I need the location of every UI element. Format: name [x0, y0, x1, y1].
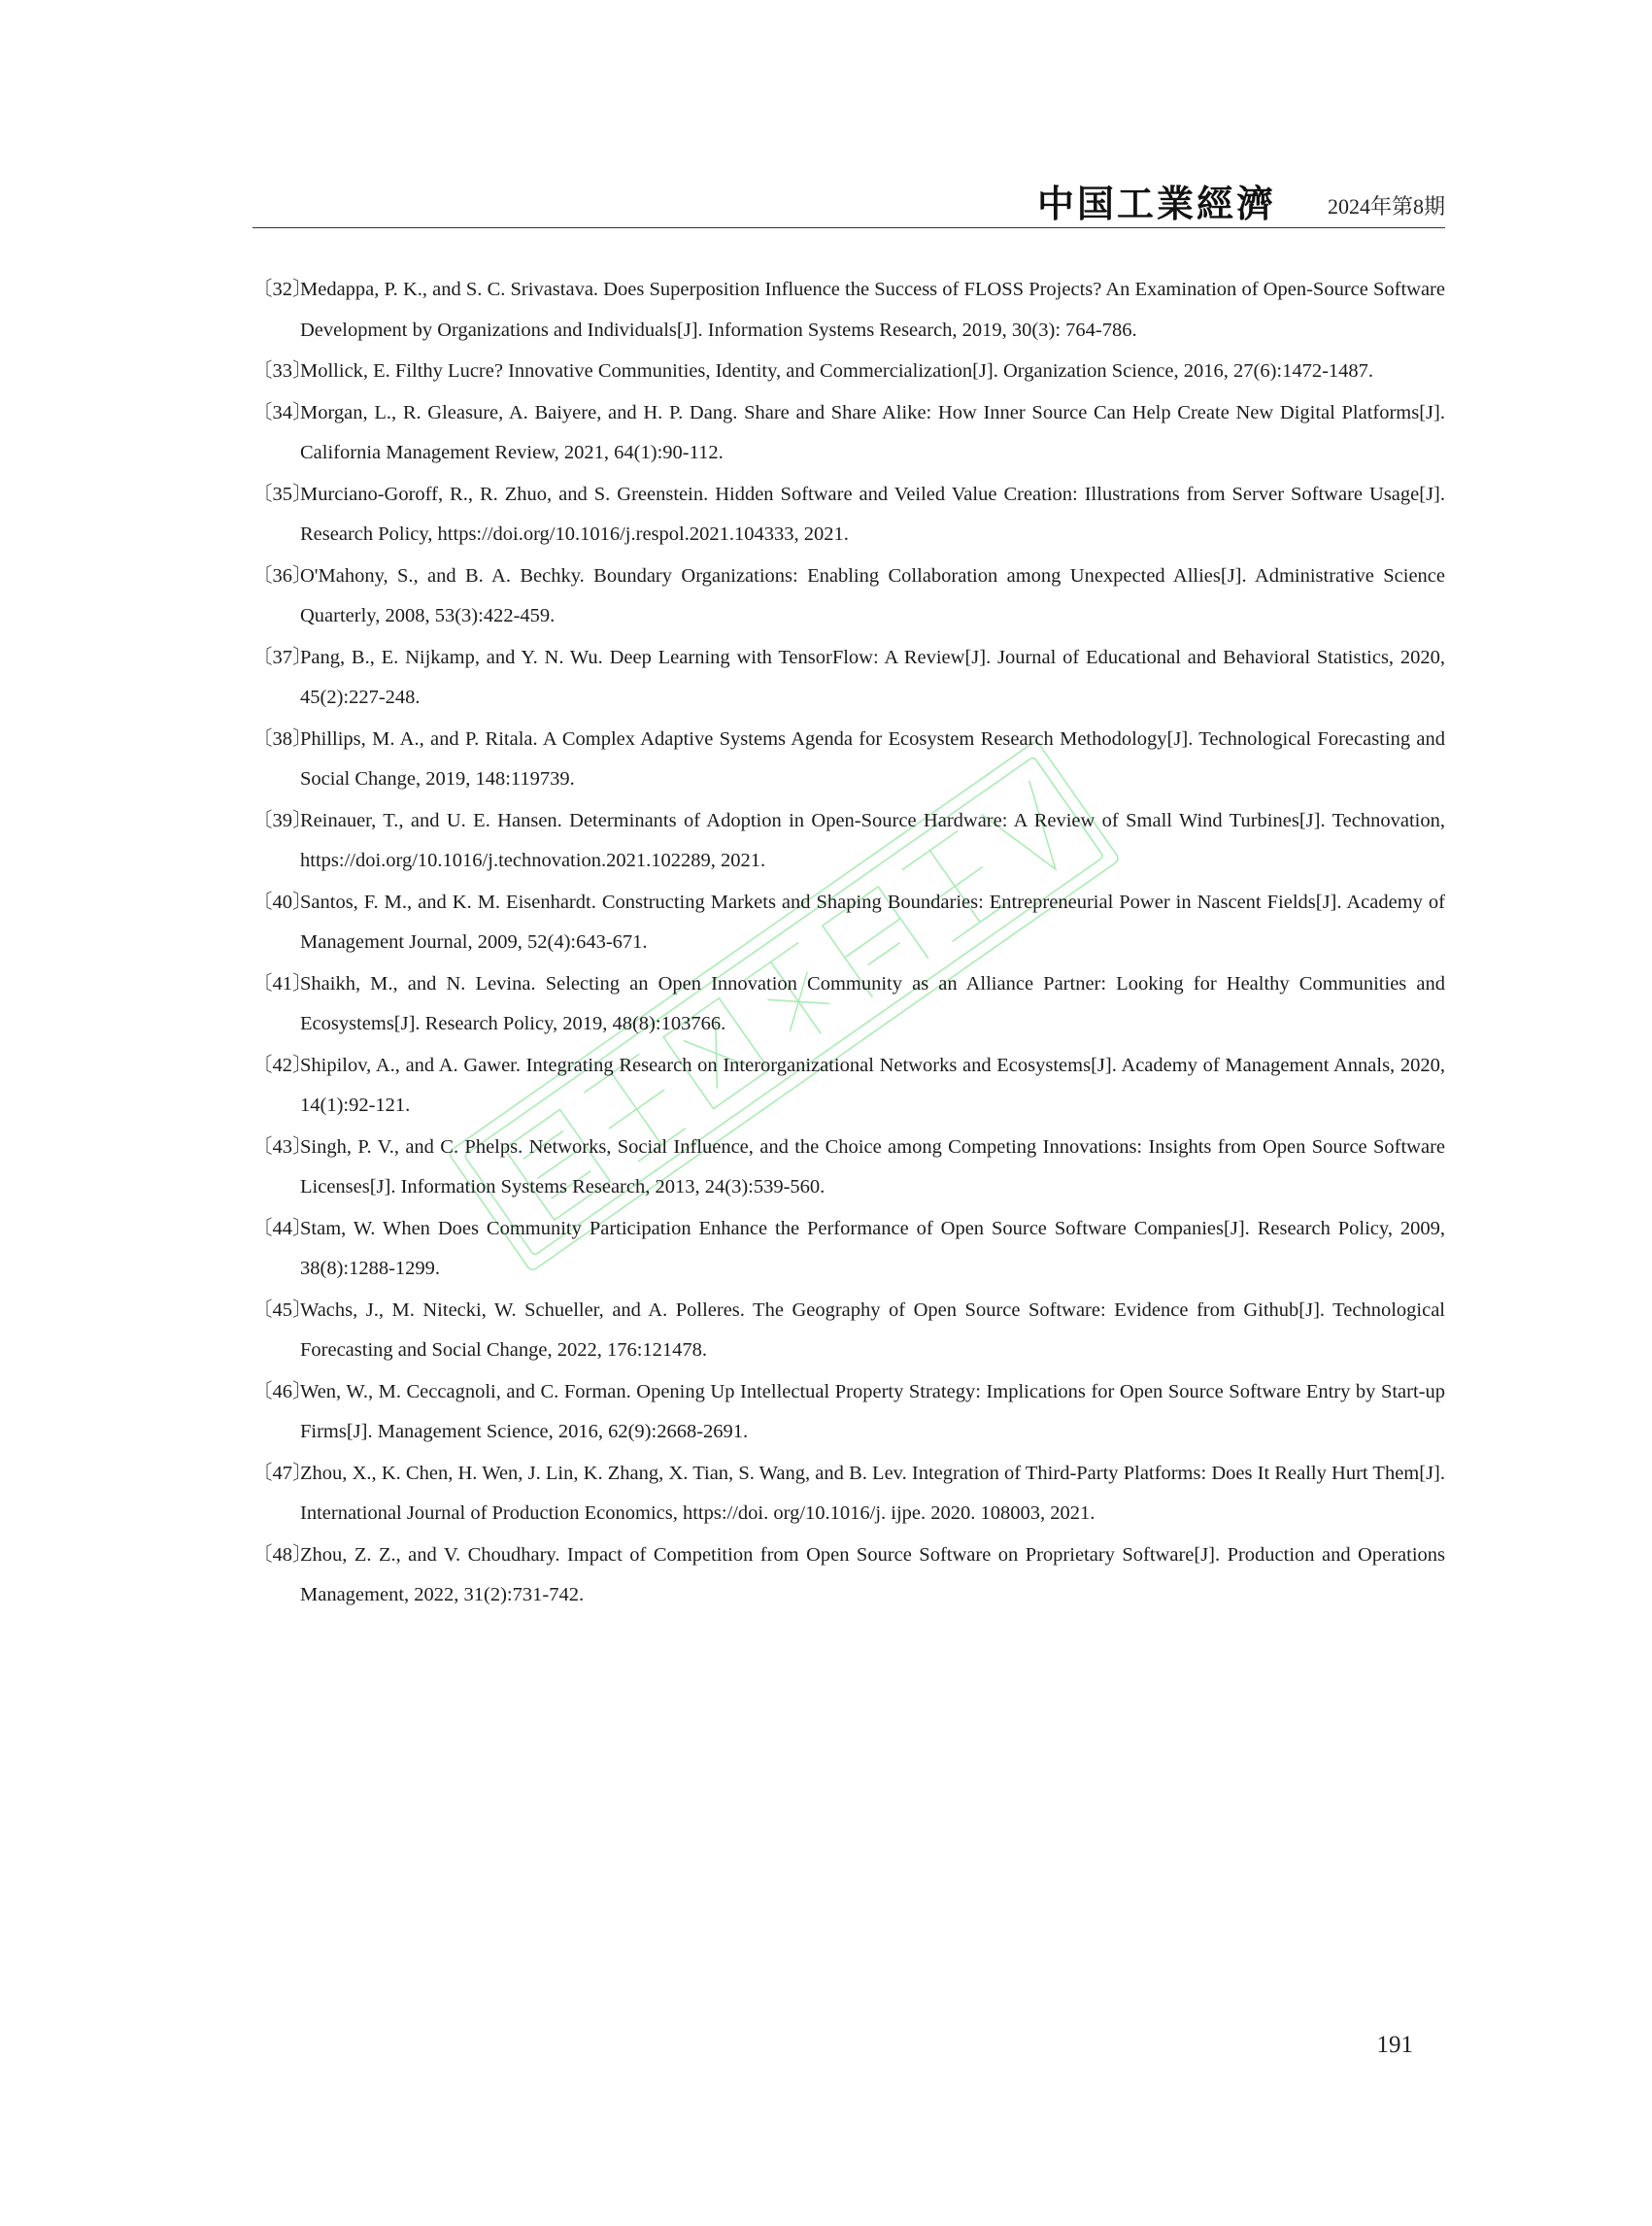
reference-number: 〔39〕 [253, 809, 313, 831]
reference-text: Medappa, P. K., and S. C. Srivastava. Does Superposition Influence the Success of FLOSS Projects? An Examination of Open-Source Software Development by Organizations and Individuals[J]. Information Systems Research, 2019, 30(3): 764-786. [300, 279, 1445, 341]
issue-label: 2024年第8期 [1327, 194, 1445, 219]
reference-text: Zhou, Z. Z., and V. Choudhary. Impact of Competition from Open Source Software on Proprietary Software[J]. Production and Operations Management, 2022, 31(2):731-742. [300, 1543, 1445, 1605]
reference-number: 〔42〕 [253, 1054, 313, 1076]
page-header [253, 183, 1445, 228]
reference-text: Mollick, E. Filthy Lucre? Innovative Communities, Identity, and Commercialization[J]. Organization Science, 2016, 27(6):1472-1487. [300, 360, 1374, 382]
reference-text: Singh, P. V., and C. Phelps. Networks, Social Influence, and the Choice among Competing Innovations: Insights from Open Source Software Licenses[J]. Information Systems Research, 2013, 24(3):539-560. [300, 1135, 1445, 1197]
reference-item [253, 556, 1445, 637]
reference-item [253, 720, 1445, 800]
reference-number: 〔36〕 [253, 564, 313, 587]
reference-number: 〔34〕 [253, 401, 313, 423]
reference-item [253, 638, 1445, 719]
reference-text: Shipilov, A., and A. Gawer. Integrating Research on Interorganizational Networks and Ecosystems[J]. Academy of Management Annals, 2020, 14(1):92-121. [300, 1054, 1445, 1116]
reference-text: Morgan, L., R. Gleasure, A. Baiyere, and H. P. Dang. Share and Share Alike: How Inner Source Can Help Create New Digital Platforms[J]. California Management Review, 2021, 64(1):90-112. [300, 401, 1445, 463]
reference-number: 〔46〕 [253, 1380, 313, 1402]
reference-number: 〔48〕 [253, 1543, 313, 1566]
reference-item [253, 964, 1445, 1045]
page-number: 191 [1376, 2032, 1413, 2058]
reference-item [253, 393, 1445, 474]
reference-number: 〔38〕 [253, 727, 313, 750]
reference-item [253, 352, 1445, 392]
reference-number: 〔41〕 [253, 972, 313, 995]
reference-number: 〔44〕 [253, 1217, 313, 1239]
reference-number: 〔43〕 [253, 1135, 313, 1158]
reference-text: Reinauer, T., and U. E. Hansen. Determinants of Adoption in Open-Source Hardware: A Review of Small Wind Turbines[J]. Technovation, https://doi.org/10.1016/j.technovation.2021.102289, 2021. [300, 809, 1445, 871]
reference-number: 〔40〕 [253, 891, 313, 913]
reference-text: Murciano-Goroff, R., R. Zhuo, and S. Greenstein. Hidden Software and Veiled Value Creation: Illustrations from Server Software Usage[J]. Research Policy, https://doi.org/10.1016/j.respol.2021.104333, 2021. [300, 483, 1445, 545]
reference-text: Phillips, M. A., and P. Ritala. A Complex Adaptive Systems Agenda for Ecosystem Research Methodology[J]. Technological Forecasting and Social Change, 2019, 148:119739. [300, 727, 1445, 790]
reference-number: 〔35〕 [253, 483, 313, 505]
reference-item [253, 1128, 1445, 1208]
reference-number: 〔47〕 [253, 1462, 313, 1484]
reference-item [253, 1046, 1445, 1127]
reference-number: 〔45〕 [253, 1298, 313, 1321]
reference-text: Stam, W. When Does Community Participation Enhance the Performance of Open Source Software Companies[J]. Research Policy, 2009, 38(8):1288-1299. [300, 1217, 1445, 1279]
reference-item [253, 883, 1445, 963]
reference-text: Santos, F. M., and K. M. Eisenhardt. Constructing Markets and Shaping Boundaries: Entrepreneurial Power in Nascent Fields[J]. Academy of Management Journal, 2009, 52(4):643-671. [300, 891, 1445, 953]
reference-item [253, 1454, 1445, 1535]
reference-item [253, 1209, 1445, 1290]
reference-item [253, 801, 1445, 882]
reference-text: Zhou, X., K. Chen, H. Wen, J. Lin, K. Zhang, X. Tian, S. Wang, and B. Lev. Integration of Third-Party Platforms: Does It Really Hurt Them[J]. International Journal of Production Economics, https://doi. org/10.1016/j. ijpe. 2020. 108003, 2021. [300, 1462, 1445, 1524]
reference-number: 〔33〕 [253, 360, 313, 382]
reference-item [253, 1372, 1445, 1453]
reference-item [253, 1291, 1445, 1371]
reference-text: Wen, W., M. Ceccagnoli, and C. Forman. Opening Up Intellectual Property Strategy: Implications for Open Source Software Entry by Start-up Firms[J]. Management Science, 2016, 62(9):2668-2691. [300, 1380, 1445, 1442]
reference-item [253, 1535, 1445, 1616]
reference-number: 〔37〕 [253, 646, 313, 668]
reference-list [253, 270, 1445, 1617]
reference-text: Shaikh, M., and N. Levina. Selecting an Open Innovation Community as an Alliance Partner: Looking for Healthy Communities and Ecosystems[J]. Research Policy, 2019, 48(8):103766. [300, 972, 1445, 1034]
reference-item [253, 475, 1445, 556]
reference-text: Wachs, J., M. Nitecki, W. Schueller, and A. Polleres. The Geography of Open Source Software: Evidence from Github[J]. Technological Forecasting and Social Change, 2022, 176:121478. [300, 1298, 1445, 1361]
reference-text: O'Mahony, S., and B. A. Bechky. Boundary Organizations: Enabling Collaboration among Unexpected Allies[J]. Administrative Science Quarterly, 2008, 53(3):422-459. [300, 564, 1445, 626]
journal-title: 中国工業經濟 [1036, 182, 1276, 225]
reference-text: Pang, B., E. Nijkamp, and Y. N. Wu. Deep Learning with TensorFlow: A Review[J]. Journal of Educational and Behavioral Statistics, 2020, 45(2):227-248. [300, 646, 1445, 708]
reference-number: 〔32〕 [253, 279, 313, 300]
reference-item [253, 270, 1445, 351]
